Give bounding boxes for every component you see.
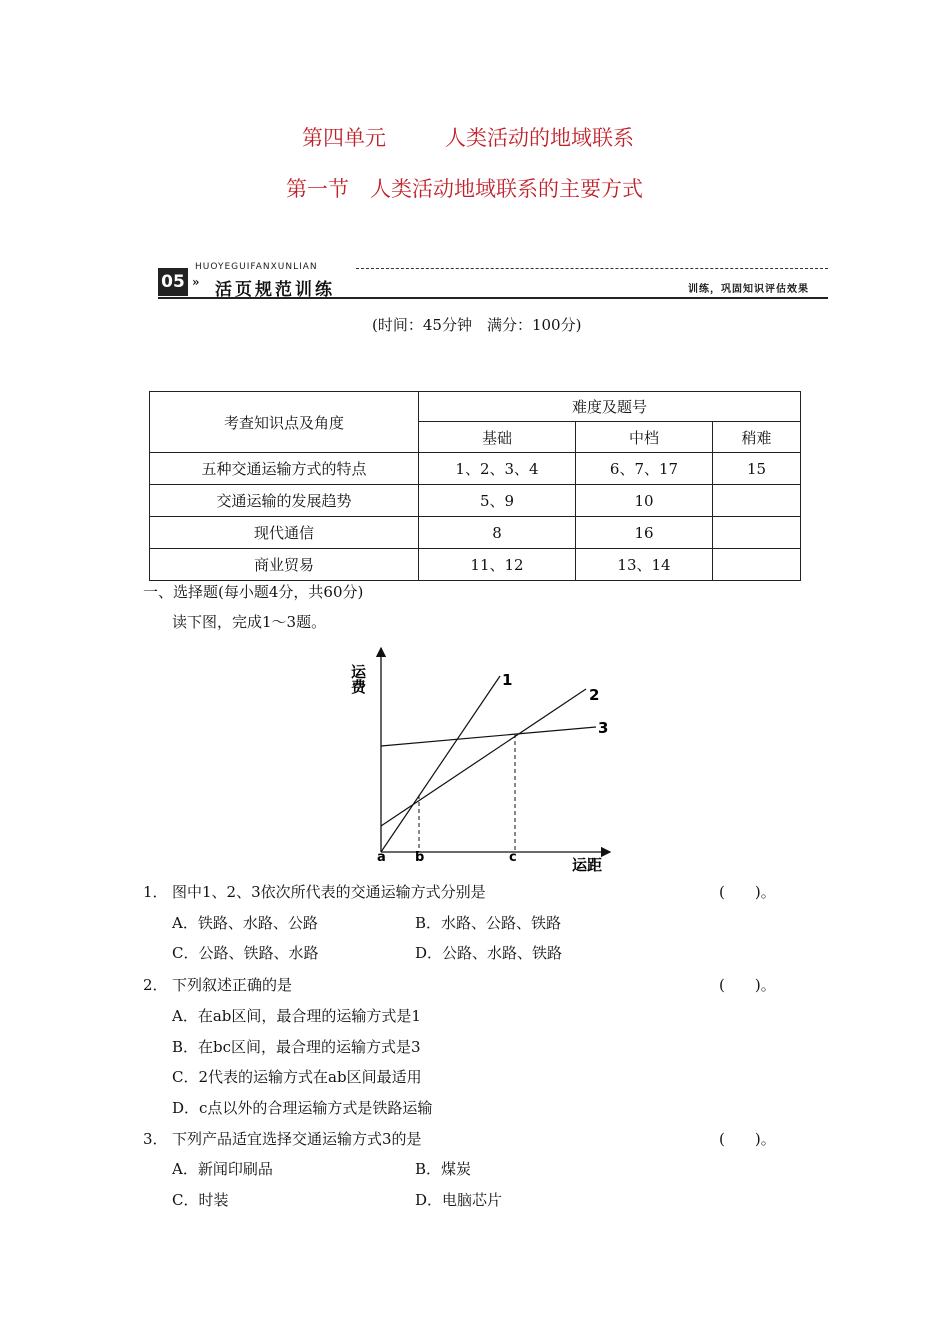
banner-rule [158,297,828,299]
freight-chart [340,640,630,880]
option-d[interactable]: D．c点以外的合理运输方式是铁路运输 [172,1099,433,1117]
question-stem: 下列叙述正确的是 [172,976,293,994]
table-row [150,517,801,549]
table-row [150,485,801,517]
y-axis-label: 运费 [349,664,367,694]
table-cell-basic: 11、12 [419,549,576,581]
series-line-3 [381,727,596,746]
question-stem: 下列产品适宜选择交通运输方式3的是 [172,1130,422,1148]
option-c[interactable]: C．公路、铁路、水路 [172,944,319,962]
table-cell-hard [713,517,801,549]
table-level-basic: 基础 [419,422,576,453]
table-row [150,549,801,581]
double-chevron-icon: » [192,275,200,289]
table-header-topic: 考查知识点及角度 [150,392,419,453]
option-b[interactable]: B．煤炭 [415,1160,472,1178]
table-cell-basic: 8 [419,517,576,549]
question-number: 2． [143,976,168,994]
table-cell-topic: 商业贸易 [150,549,419,581]
option-d[interactable]: D．公路、水路、铁路 [415,944,563,962]
banner-title: 活页规范训练 [215,280,335,300]
section1-intro: 读下图，完成1～3题。 [172,613,327,631]
option-b[interactable]: B．水路、公路、铁路 [415,914,562,932]
series-line-2 [381,689,586,826]
time-info: (时间：45分钟 满分：100分) [372,316,582,334]
table-header-difficulty: 难度及题号 [419,392,801,422]
table-cell-medium: 16 [576,517,713,549]
series-label-1: 1 [502,671,513,689]
table-cell-topic: 五种交通运输方式的特点 [150,453,419,485]
table-cell-medium: 6、7、17 [576,453,713,485]
tick-c: c [509,850,517,865]
x-axis-label: 运距 [572,856,603,874]
option-c[interactable]: C．时装 [172,1191,229,1209]
section-title: 第一节 人类活动地域联系的主要方式 [286,177,643,201]
table-cell-hard [713,549,801,581]
question-stem: 图中1、2、3依次所代表的交通运输方式分别是 [172,883,486,901]
tick-a: a [377,850,386,865]
table-cell-medium: 10 [576,485,713,517]
table-level-hard: 稍难 [713,422,801,453]
table-cell-basic: 5、9 [419,485,576,517]
answer-blank[interactable]: ( )。 [719,883,776,901]
unit-title: 第四单元 [302,126,386,150]
answer-blank[interactable]: ( )。 [719,976,776,994]
section1-heading: 一、选择题(每小题4分，共60分) [143,583,364,601]
banner-dashed-rule [356,268,828,269]
table-level-medium: 中档 [576,422,713,453]
banner-pinyin: HUOYEGUIFANXUNLIAN [195,262,318,272]
option-a[interactable]: A．新闻印刷品 [172,1160,273,1178]
series-line-1 [381,676,500,852]
banner-subtitle: 训练，巩固知识评估效果 [688,284,809,295]
unit-subtitle: 人类活动的地域联系 [445,126,634,150]
table-cell-topic: 现代通信 [150,517,419,549]
option-a[interactable]: A．在ab区间，最合理的运输方式是1 [172,1007,421,1025]
banner-number: 05 [158,268,188,296]
series-label-3: 3 [598,719,609,737]
question-number: 1． [143,883,168,901]
question-number: 3． [143,1130,168,1148]
series-label-2: 2 [589,686,600,704]
table-cell-hard [713,485,801,517]
table-row [150,453,801,485]
tick-b: b [415,850,425,865]
option-b[interactable]: B．在bc区间，最合理的运输方式是3 [172,1038,421,1056]
table-cell-basic: 1、2、3、4 [419,453,576,485]
table-cell-hard: 15 [713,453,801,485]
option-c[interactable]: C．2代表的运输方式在ab区间最适用 [172,1068,422,1086]
answer-blank[interactable]: ( )。 [719,1130,776,1148]
option-a[interactable]: A．铁路、水路、公路 [172,914,318,932]
table-cell-medium: 13、14 [576,549,713,581]
knowledge-table [149,391,801,581]
option-d[interactable]: D．电脑芯片 [415,1191,503,1209]
table-cell-topic: 交通运输的发展趋势 [150,485,419,517]
